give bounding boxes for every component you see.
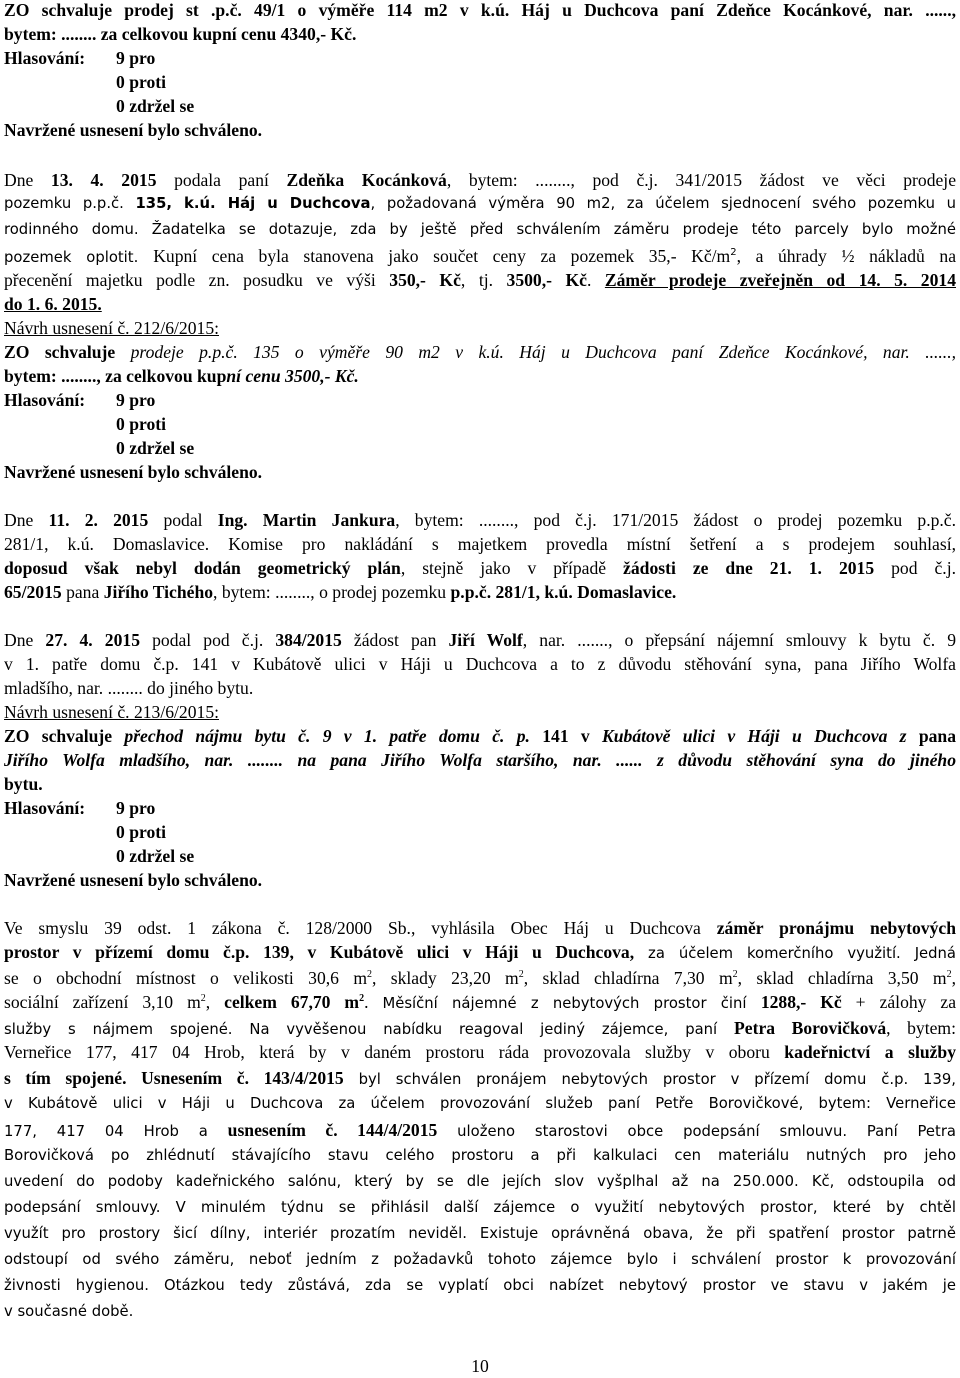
resolution-line: bytem: ........, za celkovou kupní cenu 3500,- Kč. xyxy=(4,366,359,386)
vote-label: Hlasování: xyxy=(4,390,86,410)
paragraph-line: rodinného domu. Žadatelka se dotazuje, zda by ještě před schválením záměru prodeje této parcely bylo možné xyxy=(4,221,956,238)
paragraph-line: v Kubátově ulici v Háji u Duchcova za účelem provozování služeb paní Petře Borovičkové, bytem: Verneřice xyxy=(4,1095,956,1112)
paragraph-line: 281/1, k.ú. Domaslavice. Komise pro nakládání s majetkem provedla místní šetření a s prodejem souhlasí, xyxy=(4,534,956,554)
vote-pro: 9 pro xyxy=(116,48,156,68)
paragraph-line: Verneřice 177, 417 04 Hrob, která by v daném prostoru ráda provozovala služby v oboru kadeřnictví a služby xyxy=(4,1042,957,1062)
resolution-line: ZO schvaluje prodeje p.p.č. 135 o výměře 90 m2 v k.ú. Háj u Duchcova paní Zdeňce Kocánkové, nar. ......, xyxy=(4,342,956,362)
paragraph-line: Dne 11. 2. 2015 podal Ing. Martin Jankura, bytem: ........, pod č.j. 171/2015 žádost o prodej pozemku p.p.č. xyxy=(4,510,957,530)
resolution-line: Jiřího Wolfa mladšího, nar. ........ na pana Jiřího Wolfa staršího, nar. ...... z důvodu stěhování syna do jiného xyxy=(4,750,956,770)
vote-zdrzel: 0 zdržel se xyxy=(116,846,195,866)
vote-proti: 0 proti xyxy=(116,72,167,92)
paragraph-line: odstoupí od svého záměru, neboť jedním z požadavků tohoto zájemce bylo i schválení prostor k provozování xyxy=(4,1251,956,1268)
paragraph-line: s tím spojené. Usnesením č. 143/4/2015 byl schválen pronájem nebytových prostor v přízemí domu č.p. 139, xyxy=(4,1068,956,1088)
paragraph-line: uvedení do podoby kadeřnického salónu, který by se dle jejích slov vyšplhal až na 250.000. Kč, odstoupila od xyxy=(4,1173,956,1190)
paragraph-line: do 1. 6. 2015. xyxy=(4,294,102,314)
paragraph-line: se o obchodní místnost o velikosti 30,6 $m^2$, sklady 23,20 $m^2$, sklad chladírna 7,30 $m^2$, sklad chladírna 3,50 $m^2$, xyxy=(4,968,956,988)
paragraph-line: využít pro prostory šicí dílny, interiér prozatím neviděl. Existuje oprávněná obava, že při spatření prostor patrně xyxy=(4,1225,956,1242)
paragraph-line: pozemek oplotit. Kupní cena byla stanovena jako součet ceny za pozemek 35,- $Kč/m^2$, a úhrady ½ nákladů na xyxy=(4,246,957,266)
paragraph-line: 65/2015 pana Jiřího Tichého, bytem: ........, o prodej pozemku p.p.č. 281/1, k.ú. Domaslavice. xyxy=(4,582,677,602)
vote-result: Navržené usnesení bylo schváleno. xyxy=(4,120,263,140)
paragraph-line: doposud však nebyl dodán geometrický plán, stejně jako v případě žádosti ze dne 21. 1. 2015 pod č.j. xyxy=(4,558,956,578)
paragraph-line: přecenění majetku podle zn. posudku ve výši 350,- Kč, tj. 3500,- Kč. Záměr prodeje zveřejněn od 14. 5. 2014 xyxy=(4,270,956,290)
paragraph-line: podepsání smlouvy. V minulém týdnu se přihlásil další zájemce o využití nebytových prostor, které by chtěl xyxy=(4,1199,956,1216)
paragraph-line: v 1. patře domu č.p. 141 v Kubátově ulici v Háji u Duchcova a to z důvodu stěhování syna, pana Jiřího Wolfa xyxy=(4,654,956,674)
vote-proti: 0 proti xyxy=(116,414,167,434)
paragraph-line: živnosti hygienou. Otázkou tedy zůstává, zda se vyplatí obci nabízet nebytový prostor ve stavu v jakém je xyxy=(4,1277,956,1294)
vote-result: Navržené usnesení bylo schváleno. xyxy=(4,870,263,890)
vote-result: Navržené usnesení bylo schváleno. xyxy=(4,462,263,482)
paragraph-line: sociální zařízení 3,10 $m^2$, celkem 67,70 $m^2$. Měsíční nájemné z nebytových prostor činí 1288,- Kč + zálohy za xyxy=(4,992,957,1012)
vote-zdrzel: 0 zdržel se xyxy=(116,96,195,116)
page-number: 10 xyxy=(471,1356,489,1376)
resolution-line: ZO schvaluje přechod nájmu bytu č. 9 v 1. patře domu č. p. 141 v Kubátově ulici v Háji u Duchcova z pana xyxy=(4,726,956,746)
vote-proti: 0 proti xyxy=(116,822,167,842)
paragraph-line: Dne 13. 4. 2015 podala paní Zdeňka Kocánková, bytem: ........, pod č.j. 341/2015 žádost ve věci prodeje xyxy=(4,170,956,190)
vote-pro: 9 pro xyxy=(116,798,156,818)
paragraph-line: pozemku p.p.č. 135, k.ú. Háj u Duchcova, požadovaná výměra 90 m2, za účelem sjednocení svého pozemku u xyxy=(4,195,956,212)
vote-zdrzel: 0 zdržel se xyxy=(116,438,195,458)
paragraph-line: Ve smyslu 39 odst. 1 zákona č. 128/2000 Sb., vyhlásila Obec Háj u Duchcova záměr pronájmu nebytových xyxy=(4,918,956,938)
vote-label: Hlasování: xyxy=(4,798,86,818)
paragraph-line: mladšího, nar. ........ do jiného bytu. xyxy=(4,678,254,698)
resolution-line: bytem: ........ za celkovou kupní cenu 4340,- Kč. xyxy=(4,24,357,44)
proposal-heading: Návrh usnesení č. 212/6/2015: xyxy=(4,318,219,338)
paragraph-line: prostor v přízemí domu č.p. 139, v Kubátově ulici v Háji u Duchcova, za účelem komerčního využití. Jedná xyxy=(4,942,956,962)
resolution-line: ZO schvaluje prodej st .p.č. 49/1 o výměře 114 m2 v k.ú. Háj u Duchcova paní Zdeňce Kocánkové, nar. ......, xyxy=(4,0,956,20)
paragraph-line: Dne 27. 4. 2015 podal pod č.j. 384/2015 žádost pan Jiří Wolf, nar. ......., o přepsání nájemní smlouvy k bytu č. 9 xyxy=(4,630,956,650)
paragraph-line: v současné době. xyxy=(4,1303,134,1320)
vote-pro: 9 pro xyxy=(116,390,156,410)
paragraph-line: služby s nájmem spojené. Na vyvěšenou nabídku reagoval jediný zájemce, paní Petra Borovičková, bytem: xyxy=(4,1018,956,1038)
vote-label: Hlasování: xyxy=(4,48,86,68)
proposal-heading: Návrh usnesení č. 213/6/2015: xyxy=(4,702,219,722)
paragraph-line: 177, 417 04 Hrob a usnesením č. 144/4/2015 uloženo starostovi obce podepsání smlouvu. Paní Petra xyxy=(4,1120,956,1140)
resolution-line: bytu. xyxy=(4,774,43,794)
paragraph-line: Borovičková po zhlédnutí stávajícího stavu celého prostoru a při kalkulaci cen materiálu nutných pro jeho xyxy=(4,1147,956,1164)
